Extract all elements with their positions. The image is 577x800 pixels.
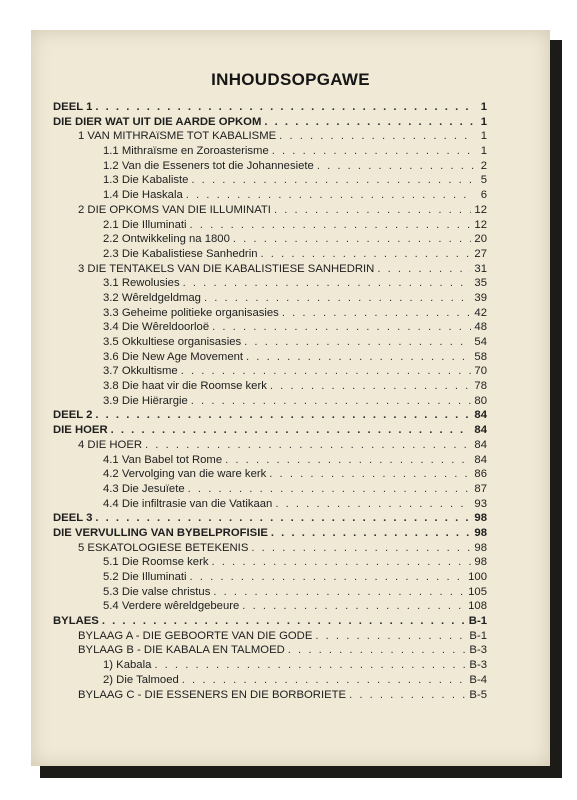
toc-entry-title: 3.2 Wêreldgeldmag	[103, 291, 201, 304]
toc-entry-title: 2 DIE OPKOMS VAN DIE ILLUMINATI	[78, 203, 271, 216]
toc-entry-page: B-1	[469, 629, 487, 642]
toc-entry-title: 4.4 Die infiltrasie van die Vatikaan	[103, 497, 273, 510]
toc-entry-page: 80	[474, 394, 487, 407]
toc-entry-title: 2.2 Ontwikkeling na 1800	[103, 233, 230, 246]
toc-entry-title: 2.3 Die Kabalistiese Sanhedrin	[103, 247, 258, 260]
toc-entry	[53, 585, 487, 600]
dot-leader	[191, 394, 472, 409]
toc-entry-title: 3.8 Die haat vir die Roomse kerk	[103, 380, 267, 393]
dot-leader	[95, 100, 474, 115]
toc-entry-page: B-1	[468, 615, 487, 628]
toc-entry	[53, 203, 487, 218]
dot-leader	[270, 379, 472, 394]
toc-entry-page: 58	[474, 350, 487, 363]
dot-leader	[95, 511, 471, 526]
toc-entry-title: 1.2 Van die Esseners tot die Johannesiete	[103, 159, 314, 172]
dot-leader	[246, 350, 471, 365]
toc-entry-page: 1	[480, 130, 487, 143]
dot-leader	[213, 585, 465, 600]
toc-entry	[53, 218, 487, 233]
toc-entry	[53, 350, 487, 365]
toc-entry	[53, 688, 487, 703]
toc-entry-title: BYLAAG A - DIE GEBOORTE VAN DIE GODE	[78, 629, 313, 642]
dot-leader	[188, 482, 472, 497]
dot-leader	[269, 467, 471, 482]
toc-entry-page: 31	[474, 262, 487, 275]
toc-entry-page: 20	[474, 233, 487, 246]
dot-leader	[95, 408, 471, 423]
toc-entry-title: DIE VERVULLING VAN BYBELPROFISIE	[53, 526, 268, 539]
toc-entry-page: 1	[480, 145, 487, 158]
dot-leader	[244, 335, 471, 350]
toc-entry	[53, 306, 487, 321]
toc-entry-title: 1.3 Die Kabaliste	[103, 174, 189, 187]
toc-entry-title: 4.3 Die Jesuïete	[103, 482, 185, 495]
toc-entry-title: 3.5 Okkultiese organisasies	[103, 336, 242, 348]
toc-entry	[53, 291, 487, 306]
dot-leader	[225, 453, 471, 468]
toc-entry-page: 5	[480, 174, 487, 187]
toc-entry	[53, 129, 487, 144]
dot-leader	[288, 643, 467, 658]
toc-entry	[53, 467, 487, 482]
dot-leader	[154, 658, 466, 673]
toc-entry-title: DEEL 1	[53, 101, 93, 113]
dot-leader	[211, 555, 471, 570]
toc-entry	[53, 629, 487, 644]
toc-entry-title: 2.1 Die Illuminati	[103, 218, 187, 231]
dot-leader	[111, 423, 472, 438]
toc-entry-page: 108	[468, 600, 487, 613]
toc-entry	[53, 276, 487, 291]
toc-entry	[53, 379, 487, 394]
dot-leader	[264, 115, 474, 130]
toc-entry-title: 1 VAN MITHRAïSME TOT KABALISME	[78, 130, 277, 143]
toc-entry	[53, 423, 487, 438]
toc-entry-page: 84	[474, 453, 487, 466]
toc-entry-page: 27	[474, 247, 487, 260]
dot-leader	[181, 364, 472, 379]
dot-leader	[183, 276, 472, 291]
toc-entry-title: DIE HOER	[53, 424, 108, 437]
toc-entry-title: BYLAES	[53, 615, 99, 628]
toc-entry-page: 98	[474, 556, 487, 569]
toc-entry	[53, 188, 487, 203]
toc-entry-title: 3.6 Die New Age Movement	[103, 350, 244, 363]
toc-entry-title: 3.4 Die Wêreldoorloë	[103, 321, 210, 334]
toc-entry	[53, 497, 487, 512]
toc-entry-title: 5.3 Die valse christus	[103, 585, 211, 598]
toc-entry	[53, 247, 487, 262]
toc-entry	[53, 232, 487, 247]
dot-leader	[212, 320, 471, 335]
toc-entry-page: 84	[474, 409, 487, 422]
toc-entry-title: DEEL 2	[53, 409, 93, 422]
dot-leader	[233, 232, 472, 247]
dot-leader	[261, 247, 472, 262]
toc-entry-page: 93	[474, 497, 487, 510]
toc-entry-title: 1) Kabala	[103, 659, 152, 672]
document-page	[31, 30, 550, 766]
toc-entry-page: 98	[474, 541, 487, 554]
toc-entry-title: 5.4 Verdere wêreldgebeure	[103, 600, 240, 613]
toc-entry	[53, 482, 487, 497]
toc-entry-title: BYLAAG B - DIE KABALA EN TALMOED	[78, 644, 285, 657]
toc-entry-title: 3.7 Okkultisme	[103, 365, 178, 378]
toc-entry-page: 100	[468, 571, 487, 583]
toc-entry	[53, 438, 487, 453]
toc-entry	[53, 643, 487, 658]
toc-entry	[53, 658, 487, 673]
toc-entry-page: 84	[474, 424, 487, 437]
toc-entry-page: 1	[480, 115, 487, 128]
toc-entry	[53, 159, 487, 174]
dot-leader	[190, 570, 466, 585]
dot-leader	[242, 599, 465, 614]
dot-leader	[190, 218, 472, 233]
toc-entry-title: DEEL 3	[53, 512, 93, 525]
toc-entry-page: 42	[474, 306, 487, 319]
toc-entry	[53, 320, 487, 335]
toc-entry	[53, 570, 487, 585]
toc-entry-title: 4.1 Van Babel tot Rome	[103, 453, 223, 466]
toc-entry-title: 4 DIE HOER	[78, 438, 143, 451]
dot-leader	[182, 673, 467, 688]
dot-leader	[377, 262, 471, 277]
toc-entry	[53, 599, 487, 614]
toc-entry-title: 3 DIE TENTAKELS VAN DIE KABALISTIESE SANHEDRIN	[78, 262, 375, 275]
toc-entry	[53, 394, 487, 409]
dot-leader	[317, 159, 474, 174]
toc-entry-page: 12	[474, 203, 487, 216]
toc-entry	[53, 511, 487, 526]
toc-entry-page: 1	[480, 101, 487, 113]
dot-leader	[102, 614, 466, 629]
toc-entry-page: 39	[474, 291, 487, 304]
toc-entry-title: 5.2 Die Illuminati	[103, 571, 187, 583]
toc-entry-page: B-3	[469, 659, 487, 672]
toc-entry	[53, 555, 487, 570]
toc-entry	[53, 100, 487, 115]
toc-entry-title: 5 ESKATOLOGIESE BETEKENIS	[78, 541, 249, 554]
toc-entry-page: 48	[474, 321, 487, 334]
toc-entry-page: 98	[474, 526, 487, 539]
toc-entry-title: 1.4 Die Haskala	[103, 189, 183, 202]
toc-entry	[53, 614, 487, 629]
toc-entry-page: 70	[474, 365, 487, 378]
toc-entry-page: 2	[480, 159, 487, 172]
dot-leader	[271, 526, 472, 541]
toc-entry-page: 87	[474, 482, 487, 495]
toc-entry-title: 5.1 Die Roomse kerk	[103, 556, 209, 569]
toc-entry-title: 1.1 Mithraïsme en Zoroasterisme	[103, 145, 269, 158]
toc-entry-title: 2) Die Talmoed	[103, 673, 179, 686]
dot-leader	[279, 129, 474, 144]
toc-entry	[53, 115, 487, 130]
toc-entry	[53, 453, 487, 468]
toc-entry-page: 98	[474, 512, 487, 525]
toc-entry-title: 3.1 Rewolusies	[103, 277, 180, 290]
dot-leader	[186, 188, 474, 203]
toc-entry-page: 6	[480, 189, 487, 202]
dot-leader	[349, 688, 466, 703]
toc-entry-page: 35	[474, 277, 487, 290]
toc-entry	[53, 144, 487, 159]
dot-leader	[274, 203, 471, 218]
dot-leader	[272, 144, 474, 159]
toc-entry-page: B-5	[469, 688, 487, 701]
dot-leader	[282, 306, 472, 321]
toc-entry-page: 12	[474, 218, 487, 231]
toc-entry-title: BYLAAG C - DIE ESSENERS EN DIE BORBORIETE	[78, 688, 347, 701]
toc-entry	[53, 541, 487, 556]
toc-entry-title: DIE DIER WAT UIT DIE AARDE OPKOM	[53, 115, 262, 128]
toc-entry-page: 86	[474, 468, 487, 481]
toc-entry-page: 54	[474, 336, 487, 348]
dot-leader	[191, 173, 474, 188]
toc-entry-page: B-3	[469, 644, 487, 657]
dot-leader	[315, 629, 466, 644]
toc-entry	[53, 673, 487, 688]
toc-entry-page: B-4	[469, 673, 487, 686]
toc-entry-title: 4.2 Vervolging van die ware kerk	[103, 468, 267, 481]
toc-entry	[53, 335, 487, 350]
dot-leader	[275, 497, 471, 512]
dot-leader	[251, 541, 471, 556]
page-title: INHOUDSOPGAWE	[211, 70, 370, 89]
toc-entry-title: 3.9 Die Hiërargie	[103, 394, 188, 407]
toc-entry	[53, 526, 487, 541]
toc-entry	[53, 262, 487, 277]
table-of-contents	[53, 100, 487, 702]
toc-entry-title: 3.3 Geheime politieke organisasies	[103, 306, 279, 319]
toc-entry	[53, 408, 487, 423]
dot-leader	[145, 438, 471, 453]
toc-entry-page: 84	[474, 438, 487, 451]
toc-entry-page: 105	[468, 585, 487, 598]
toc-entry	[53, 364, 487, 379]
toc-entry	[53, 173, 487, 188]
dot-leader	[204, 291, 471, 306]
toc-entry-page: 78	[474, 380, 487, 393]
